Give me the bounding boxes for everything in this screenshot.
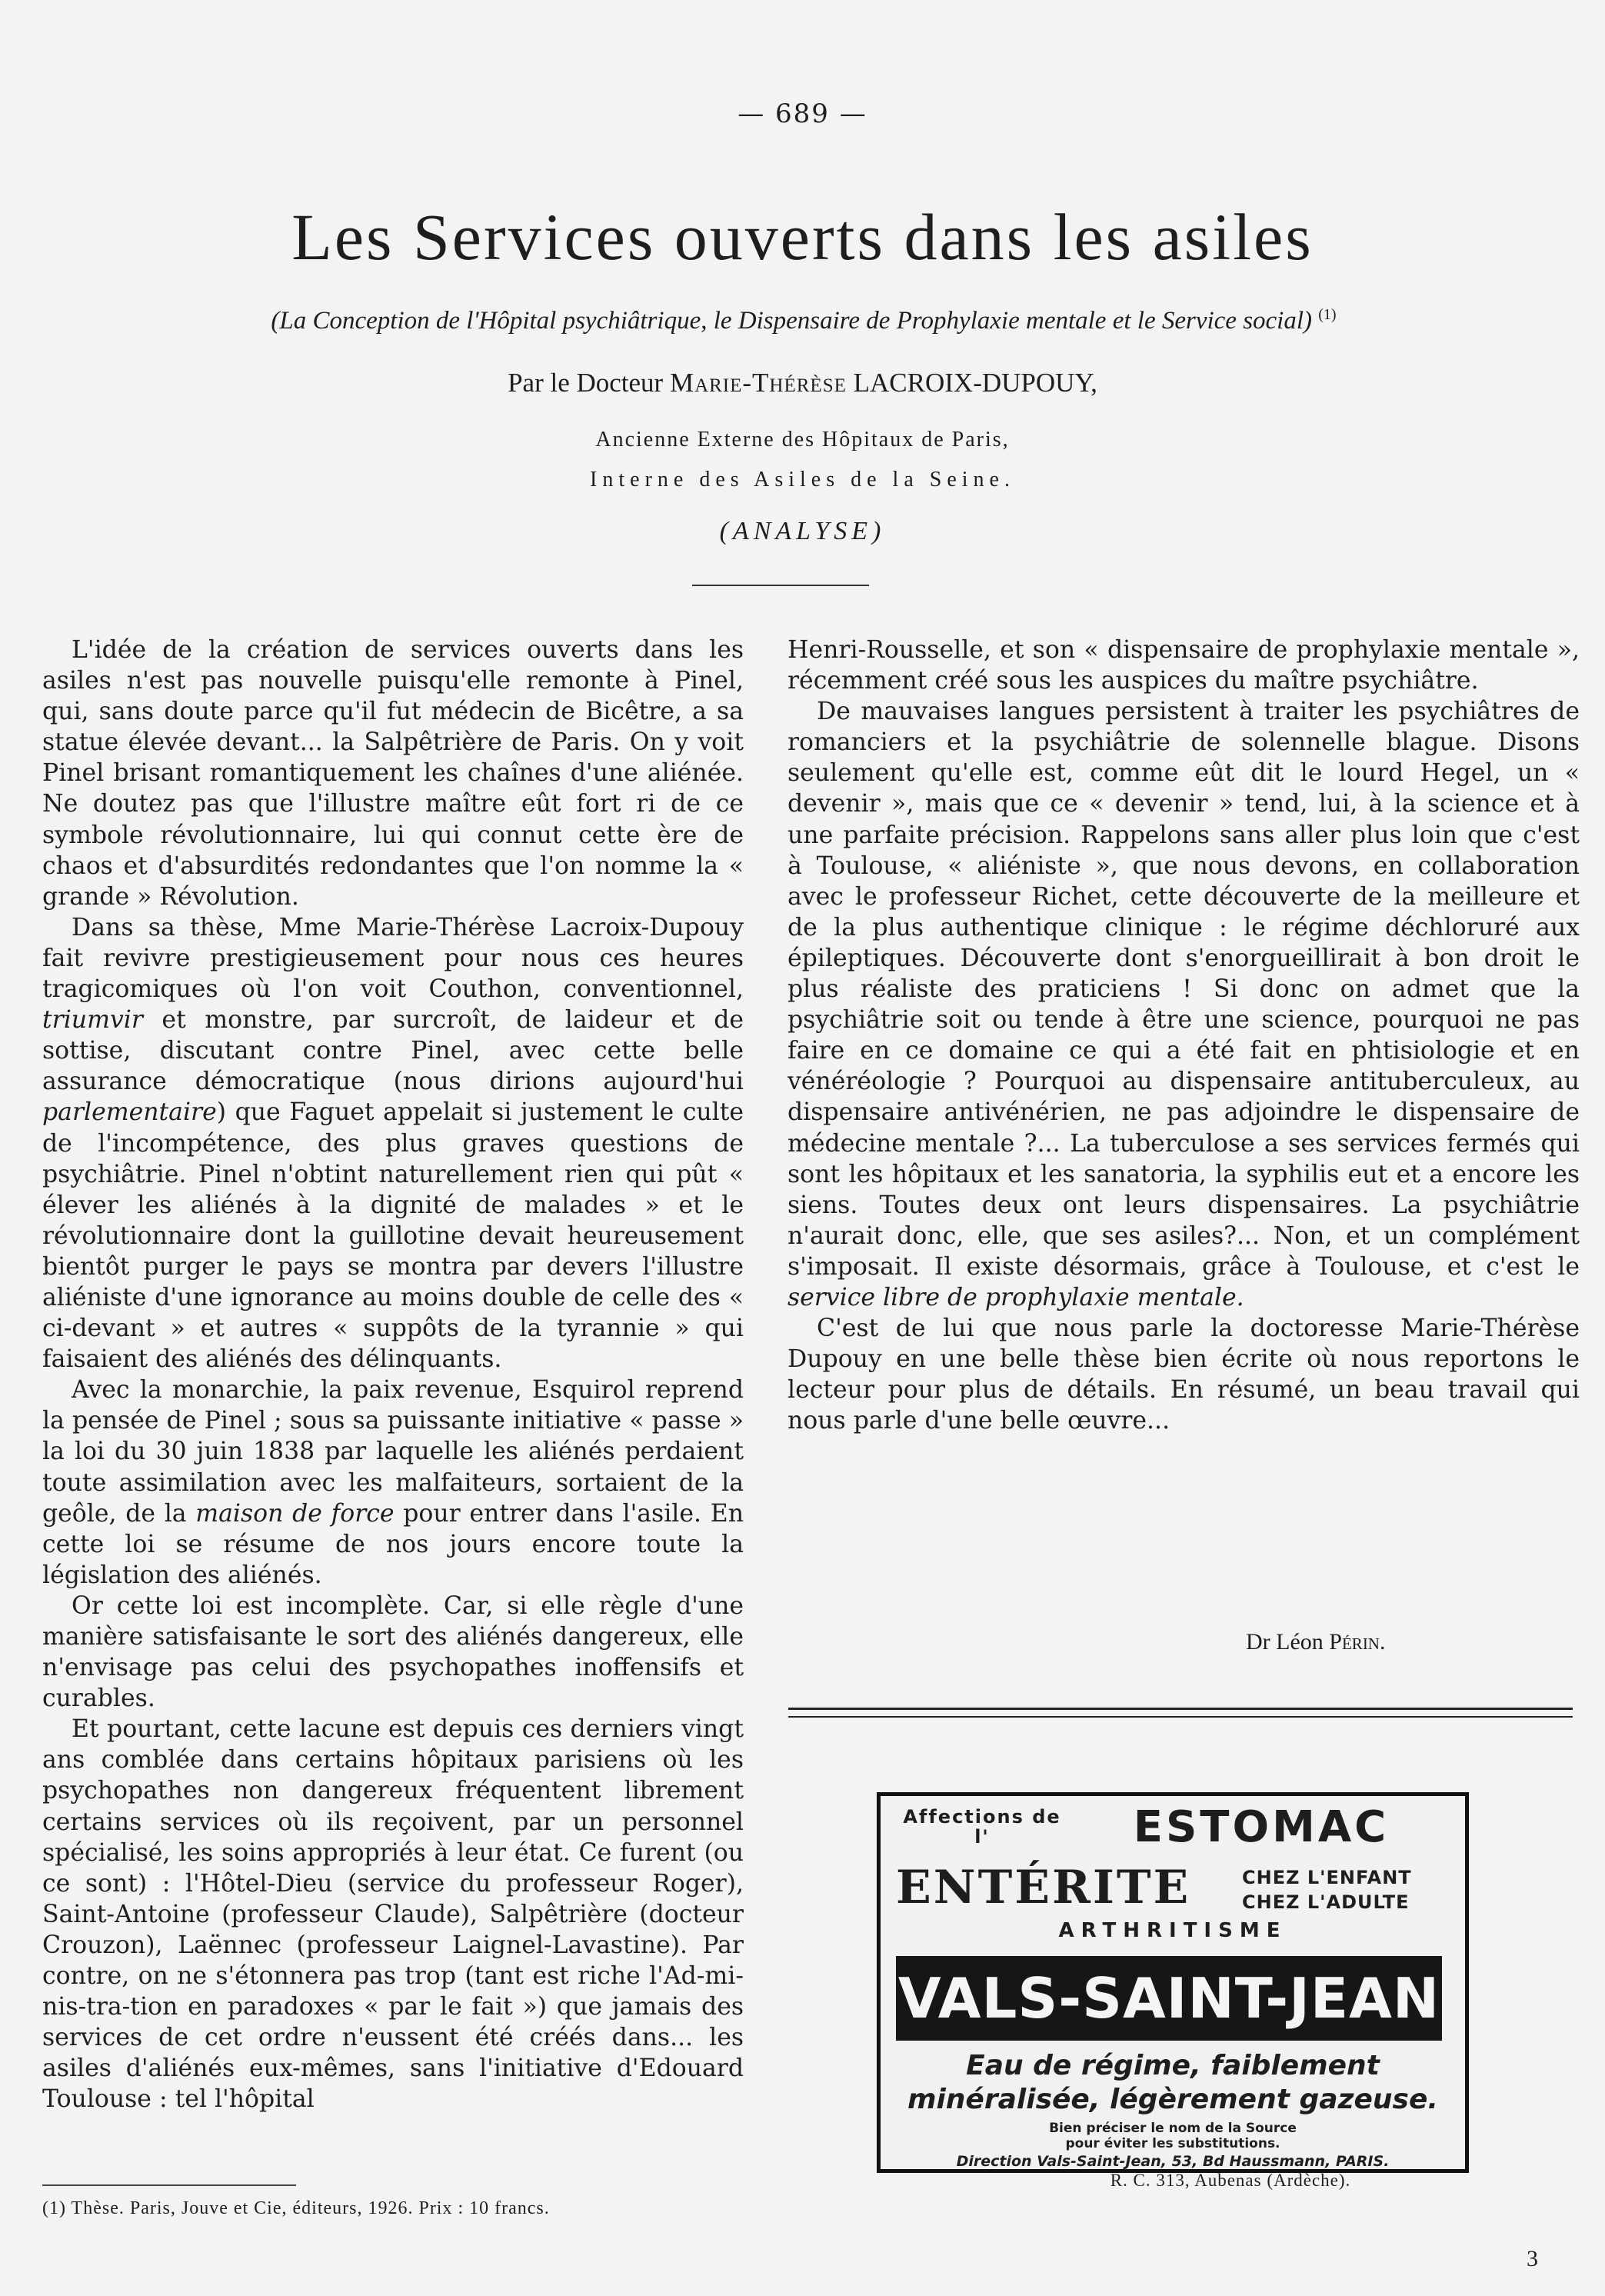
text-run: Avec la monarchie, la paix revenue, Esquirol reprend la pensée de Pinel ; sous sa puissante initiative « passe » la loi du 30 juin 1838 par laquelle les aliénés perdaient toute assimilation avec les malfaiteurs, sortaient de la geôle, de la — [42, 1376, 744, 1528]
text-run: ) que Faguet appelait si justement le culte de l'incompétence, des plus graves questions de psychiâtrie. Pinel n'obtint naturellement rien qui pût « élever les aliénés à la dignité de malades » et le révolutionnaire dont la guillotine devait heureusement bientôt purger le pays se montra par devers l'illustre aliéniste d'une ignorance au moins double de celle des « ci-devant » et autres « suppôts de la tyrannie » qui faisaient des aliénés des délinquants. — [42, 1098, 744, 1374]
author-credential-1: Ancienne Externe des Hôpitaux de Paris, — [595, 428, 1010, 452]
paragraph — [42, 912, 744, 1375]
page-number: — 689 — — [738, 98, 867, 129]
ad-notice-2: pour éviter les substitutions. — [1065, 2136, 1280, 2151]
footnote-reference: (1) — [1318, 306, 1337, 323]
paragraph: Henri-Rousselle, et son « dispensaire de prophylaxie mentale », récemment créé sous les auspices du maître psychiâtre. — [788, 636, 1580, 695]
ad-chez-enfant: CHEZ L'ENFANT — [1242, 1867, 1412, 1888]
paragraph — [42, 1375, 744, 1591]
ad-affections: Affections de l' — [903, 1806, 1061, 1848]
author-credential-2: Interne des Asiles de la Seine. — [590, 468, 1015, 492]
signature-name: Périn. — [1329, 1629, 1386, 1655]
ad-estomac: ESTOMAC — [1133, 1802, 1390, 1852]
ad-chez-adulte: CHEZ L'ADULTE — [1242, 1891, 1410, 1913]
signature-prefix: Dr Léon — [1246, 1629, 1324, 1655]
byline-prefix: Par le Docteur — [508, 368, 664, 398]
paragraph: C'est de lui que nous parle la doctoresse Marie-Thérèse Dupouy en une belle thèse bien écrite où nous reportons le lecteur pour plus de détails. En résumé, un beau travail qui nous parle d'une belle œuvre... — [788, 1315, 1580, 1435]
analysis-label: (ANALYSE) — [719, 517, 886, 545]
paragraph — [788, 696, 1580, 1313]
paragraph: Or cette loi est incomplète. Car, si elle règle d'une manière satisfaisante le sort des aliénés dangereux, elle n'envisage pas celui des psychopathes inoffensifs et curables. — [42, 1591, 744, 1713]
signature-mark: 3 — [1527, 2246, 1538, 2271]
ad-brand-banner: VALS-SAINT-JEAN — [896, 1956, 1442, 2041]
signature — [1246, 1629, 1569, 1655]
italic-run: parlementaire — [42, 1098, 217, 1127]
ad-arthritisme: ARTHRITISME — [1058, 1919, 1287, 1942]
text-run: et monstre, par surcroît, de laideur et de sottise, discutant contre Pinel, avec cette belle assurance démocratique (nous dirions aujourd'hui — [42, 1006, 744, 1096]
title-rule — [692, 585, 869, 586]
advertisement — [877, 1792, 1469, 2173]
ad-tagline-1: Eau de régime, faiblement — [966, 2050, 1380, 2081]
article-title: Les Services ouverts dans les asiles — [291, 200, 1314, 274]
footnote-rule — [42, 2184, 296, 2186]
left-column — [42, 635, 744, 2115]
text-run: De mauvaises langues persistent à traiter les psychiâtres de romanciers et la psychiâtrie de solennelle blague. Disons seulement qu'elle est, comme eût dit le lourd Hegel, un « devenir », mais que ce « devenir » tend, lui, à la science et à une parfaite précision. Rappelons sans aller plus loin que c'est à Toulouse, « aliéniste », que nous devons, en collaboration avec le professeur Richet, cette découverte de la meilleure et de la plus authentique clinique : le régime déchloruré aux épileptiques. Découverte dont s'enorgueillirait à bon droit le plus réaliste des praticiens ! Si donc on admet que la psychiâtrie soit ou tende à être une science, pourquoi ne pas faire en ce domaine ce qui a été fait en phtisiologie et en vénéréologie ? Pourquoi au dispensaire antituberculeux, au dispensaire antivénérien, ne pas adjoindre le dispensaire de médecine mentale ?... La tuberculose a ses services fermés qui sont les hôpitaux et les sanatoria, la syphilis eut et a encore les siens. Toutes deux ont leurs dispensaires. La psychiâtrie n'aurait donc, elle, que ses asiles?... Non, et un complément s'imposait. Il existe désormais, grâce à Toulouse, et c'est le — [788, 698, 1580, 1281]
article-subtitle — [38, 306, 1569, 335]
italic-run: triumvir — [42, 1006, 143, 1035]
ad-registration: R. C. 313, Aubenas (Ardèche). — [1110, 2171, 1351, 2190]
text-run: pour entrer dans l'asile. En cette loi se résume de nos jours encore toute la législation des aliénés. — [42, 1499, 744, 1589]
italic-run: maison de force — [195, 1499, 395, 1528]
author-last-name: LACROIX-DUPOUY, — [853, 368, 1097, 398]
author-first-name: Marie-Thérèse — [669, 368, 847, 398]
ad-direction: Direction Vals-Saint-Jean, 53, Bd Haussmann, PARIS. — [956, 2153, 1390, 2170]
subtitle-text: (La Conception de l'Hôpital psychiâtrique, le Dispensaire de Prophylaxie mentale et le Service social) — [271, 307, 1313, 335]
paragraph: Et pourtant, cette lacune est depuis ces derniers vingt ans comblée dans certains hôpitaux parisiens où les psychopathes non dangereux fréquentent librement certains services où ils reçoivent, par un personnel spécialisé, les soins appropriés à leur état. Ce furent (ou ce sont) : l'Hôtel-Dieu (service du professeur Roger), Saint-Antoine (professeur Claude), Salpêtrière (docteur Crouzon), Laënnec (professeur Laignel-Lavastine). Par contre, on ne s'étonnera pas trop (tant est riche l'Ad-mi-nis-tra-tion en paradoxes « par le fait ») que jamais des services de cet ordre n'eussent été créés dans... les asiles d'aliénés eux-mêmes, sans l'initiative d'Edouard Toulouse : tel l'hôpital — [42, 1715, 744, 2114]
text-run: Dans sa thèse, Mme Marie-Thérèse Lacroix-Dupouy fait revivre prestigieusement pour nous ces heures tragicomiques où l'on voit Couthon, conventionnel, — [42, 913, 744, 1004]
paragraph: L'idée de la création de services ouverts dans les asiles n'est pas nouvelle puisqu'elle remonte à Pinel, qui, sans doute parce qu'il fut médecin de Bicêtre, a sa statue élevée devant... la Salpêtrière de Paris. On y voit Pinel brisant romantiquement les chaînes d'une aliénée. Ne doutez pas que l'illustre maître eût fort ri de ce symbole révolutionnaire, lui qui connut cette ère de chaos et d'absurdités redondantes que l'on nomme la « grande » Révolution. — [42, 636, 744, 911]
double-rule-separator — [788, 1708, 1573, 1718]
ad-notice-1: Bien préciser le nom de la Source — [1049, 2121, 1297, 2136]
italic-run: service libre de prophylaxie mentale. — [788, 1283, 1244, 1311]
ad-enterite: ENTÉRITE — [896, 1861, 1191, 1914]
footnote: (1) Thèse. Paris, Jouve et Cie, éditeurs, 1926. Prix : 10 francs. — [42, 2198, 550, 2218]
byline — [0, 368, 1605, 398]
right-column — [788, 635, 1580, 1436]
ad-tagline-2: minéralisée, légèrement gazeuse. — [907, 2084, 1439, 2115]
